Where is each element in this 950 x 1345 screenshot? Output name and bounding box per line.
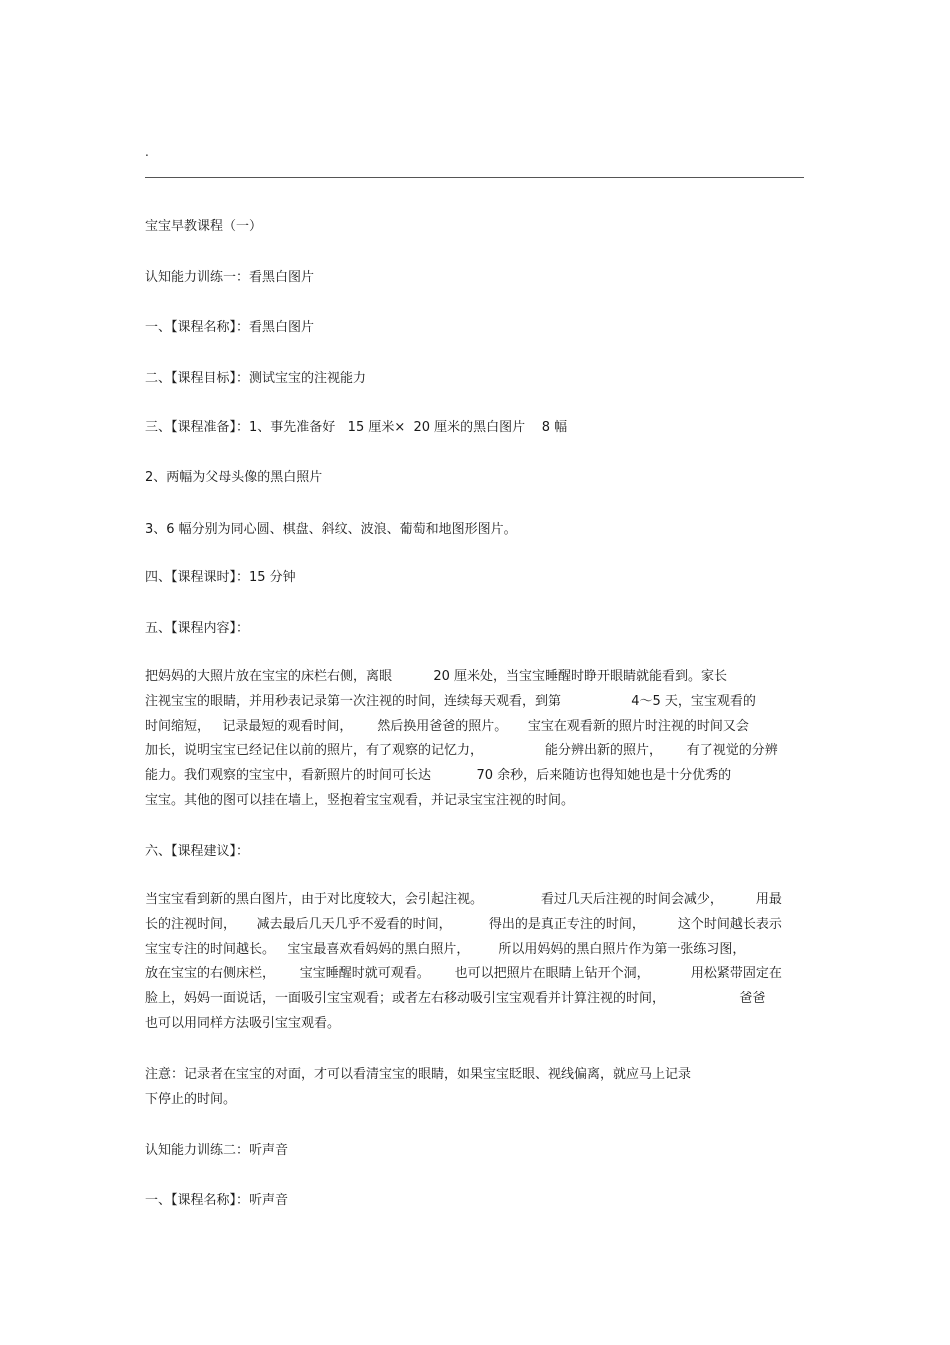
course-prep-3: 3、6 幅分别为同心圆、棋盘、斜纹、波浪、葡萄和地图形图片。 (145, 522, 517, 537)
advice-line: 长的注视时间， 减去最后几天几乎不爱看的时间， 得出的是真正专注的时间， 这个时间越长表示 (145, 916, 782, 932)
content-line: 注视宝宝的眼睛，并用秒表记录第一次注视的时间，连续每天观看，到第 4～5 天，宝宝观看的 (145, 693, 756, 709)
course-content-paragraph (145, 665, 804, 814)
content-line: 能力。我们观察的宝宝中，看新照片的时间可长达 70 余秒，后来随访也得知她也是十分优秀的 (145, 768, 732, 784)
course-name: 一、【课程名称】：看黑白图片 (145, 320, 315, 335)
training2-heading: 认知能力训练二：听声音 (145, 1143, 289, 1158)
training2-course-name: 一、【课程名称】：听声音 (145, 1193, 289, 1208)
course-advice-paragraph (145, 888, 804, 1037)
advice-line: 脸上，妈妈一面说话，一面吸引宝宝观看；或者左右移动吸引宝宝观看并计算注视的时间， 爸爸 (145, 991, 766, 1007)
header-rule (145, 177, 804, 178)
content-line: 把妈妈的大照片放在宝宝的床栏右侧，离眼 20 厘米处，当宝宝睡醒时睁开眼睛就能看到。家长 (145, 669, 727, 684)
advice-line: 当宝宝看到新的黑白图片，由于对比度较大，会引起注视。 看过几天后注视的时间会减少， 用最 (145, 892, 782, 907)
note-line: 注意：记录者在宝宝的对面，才可以看清宝宝的眼睛，如果宝宝眨眼、视线偏离，就应马上记录 (145, 1067, 692, 1082)
advice-line: 也可以用同样方法吸引宝宝观看。 (145, 1015, 341, 1031)
course-duration: 四、【课程课时】：15 分钟 (145, 570, 296, 585)
advice-line: 放在宝宝的右侧床栏， 宝宝睡醒时就可观看。 也可以把照片在眼睛上钻开个洞， 用松紧带固定在 (145, 966, 782, 982)
note-paragraph (145, 1063, 804, 1113)
course-goal: 二、【课程目标】：测试宝宝的注视能力 (145, 371, 367, 386)
course-prep-1: 三、【课程准备】：1、事先准备好 15 厘米× 20 厘米的黑白图片 8 幅 (145, 420, 568, 435)
course-prep-2: 2、两幅为父母头像的黑白照片 (145, 470, 323, 485)
note-line: 下停止的时间。 (145, 1091, 237, 1107)
advice-line: 宝宝专注的时间越长。 宝宝最喜欢看妈妈的黑白照片， 所以用妈妈的黑白照片作为第一张练习图， (145, 941, 746, 957)
content-line: 时间缩短， 记录最短的观看时间， 然后换用爸爸的照片。 宝宝在观看新的照片时注视的时间又会 (145, 718, 749, 734)
header-mark: . (145, 145, 149, 159)
training1-heading: 认知能力训练一：看黑白图片 (145, 270, 315, 285)
content-line: 宝宝。其他的图可以挂在墙上，竖抱着宝宝观看，并记录宝宝注视的时间。 (145, 792, 575, 808)
course-content-heading: 五、【课程内容】： (145, 621, 250, 636)
course-advice-heading: 六、【课程建议】： (145, 844, 250, 859)
content-line: 加长，说明宝宝已经记住以前的照片，有了观察的记忆力， 能分辨出新的照片， 有了视觉的分辨 (145, 743, 778, 759)
document-title: 宝宝早教课程（一） (145, 219, 263, 234)
